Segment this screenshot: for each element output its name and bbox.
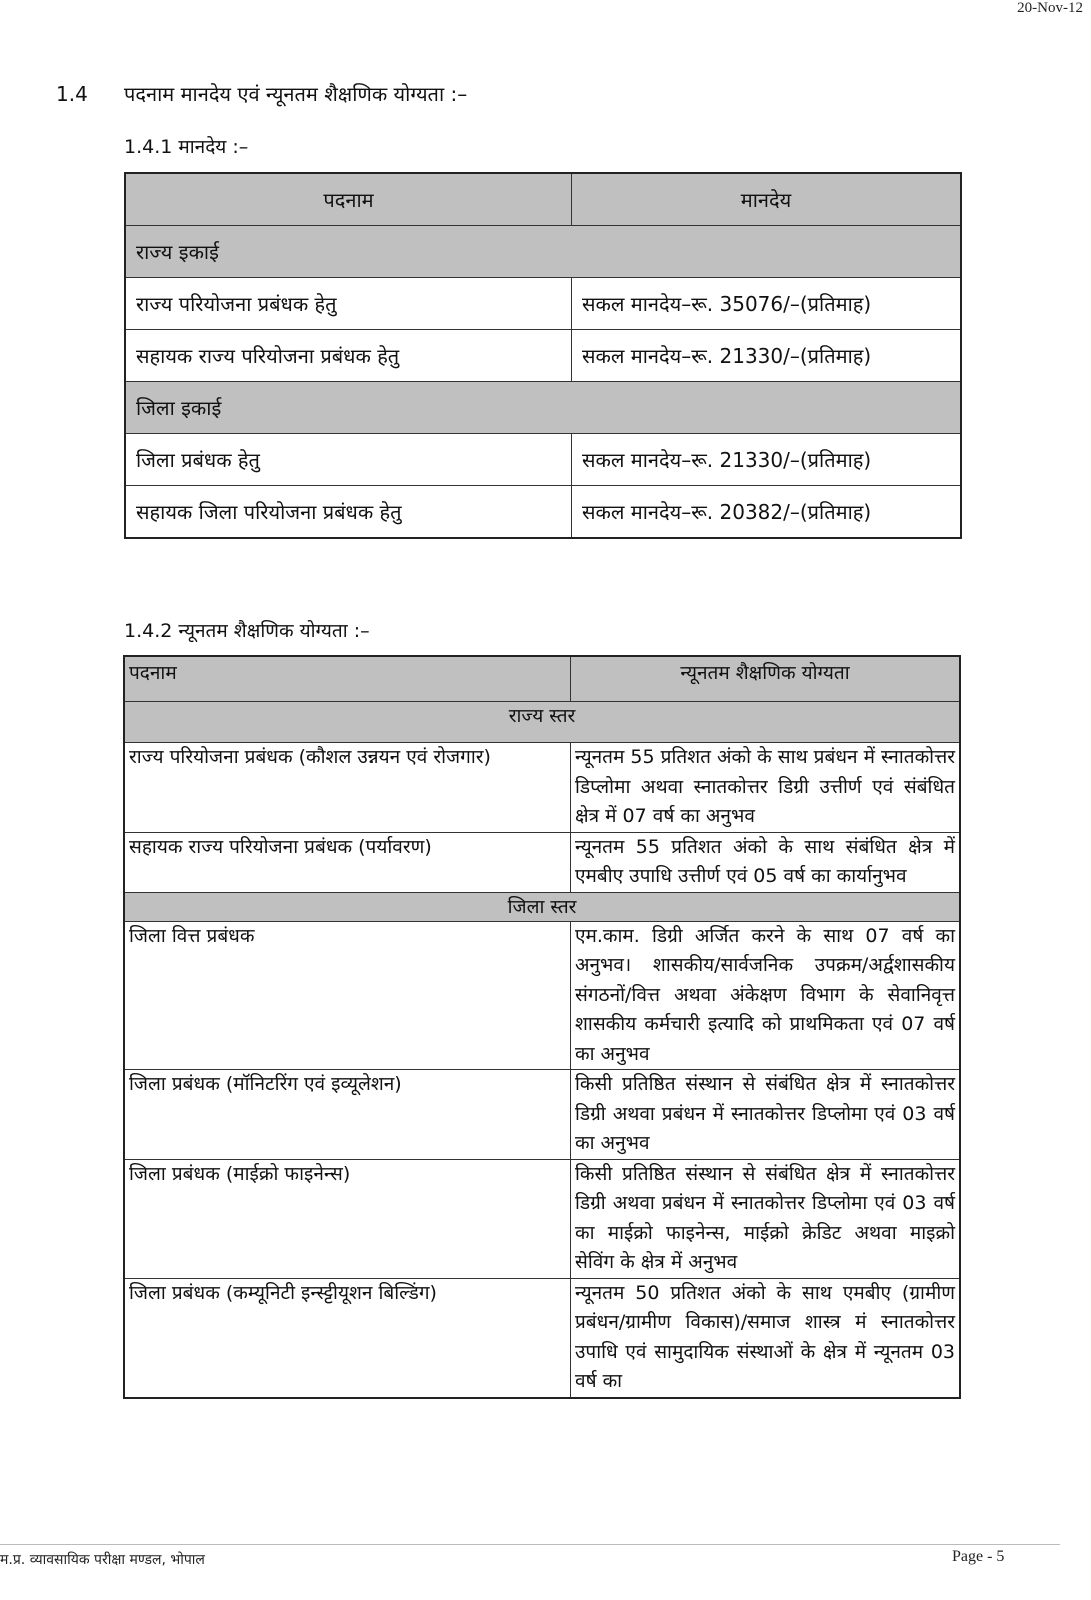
table-header-row — [125, 173, 961, 226]
group-row-state-level — [124, 702, 960, 743]
post-cell: राज्य परियोजना प्रबंधक (कौशल उन्नयन एवं रोजगार) — [124, 743, 571, 833]
post-cell: जिला प्रबंधक (कम्यूनिटी इन्स्ट्टीयूशन बिल्डिंग) — [124, 1278, 571, 1398]
qualification-subheading: 1.4.2 न्यूनतम शैक्षणिक योग्यता :– — [124, 620, 370, 642]
qualification-cell: न्यूनतम 55 प्रतिशत अंको के साथ प्रबंधन में स्नातकोत्तर डिप्लोमा अथवा स्नातकोत्तर डिग्री उत्तीर्ण एवं संबंधित क्षेत्र में 07 वर्ष का अनुभव — [571, 743, 961, 833]
post-cell: सहायक राज्य परियोजना प्रबंधक हेतु — [125, 330, 572, 382]
column-header-qualification: न्यूनतम शैक्षणिक योग्यता — [571, 656, 961, 702]
page-number: Page - 5 — [952, 1548, 1005, 1565]
group-row-district-unit — [125, 382, 961, 434]
honorarium-subheading: 1.4.1 मानदेय :– — [124, 136, 249, 158]
footer-divider — [0, 1544, 1060, 1545]
document-date: 20-Nov-12 — [1017, 0, 1083, 16]
qualification-cell: किसी प्रतिष्ठित संस्थान से संबंधित क्षेत्र में स्नातकोत्तर डिग्री अथवा प्रबंधन में स्नातकोत्तर डिप्लोमा एवं 03 वर्ष का अनुभव — [571, 1070, 961, 1160]
honorarium-cell: सकल मानदेय–रू. 35076/–(प्रतिमाह) — [572, 278, 962, 330]
qualification-cell: किसी प्रतिष्ठित संस्थान से संबंधित क्षेत्र में स्नातकोत्तर डिग्री अथवा प्रबंधन में स्नातकोत्तर डिप्लोमा एवं 03 वर्ष का माईक्रो फाइनेन्स, माईक्रो क्रेडिट अथवा माइक्रो सेविंग के क्षेत्र में अनुभव — [571, 1159, 961, 1278]
group-label: राज्य इकाई — [125, 226, 961, 278]
group-row-district-level — [124, 892, 960, 921]
post-cell: जिला प्रबंधक (माईक्रो फाइनेन्स) — [124, 1159, 571, 1278]
table-header-row — [124, 656, 960, 702]
post-cell: राज्य परियोजना प्रबंधक हेतु — [125, 278, 572, 330]
table-row — [124, 1159, 960, 1278]
table-row — [124, 1070, 960, 1160]
section-title: पदनाम मानदेय एवं न्यूनतम शैक्षणिक योग्यता :– — [124, 82, 468, 106]
table-row — [124, 1278, 960, 1398]
section-heading — [56, 80, 467, 107]
table-row — [124, 832, 960, 892]
honorarium-cell: सकल मानदेय–रू. 20382/–(प्रतिमाह) — [572, 486, 962, 539]
column-header-post: पदनाम — [125, 173, 572, 226]
qualification-cell: न्यूनतम 50 प्रतिशत अंको के साथ एमबीए (ग्रामीण प्रबंधन/ग्रामीण विकास)/समाज शास्त्र मं स्नातकोत्तर उपाधि एवं सामुदायिक संस्थाओं के क्षेत्र में न्यूनतम 03 वर्ष का — [571, 1278, 961, 1398]
honorarium-cell: सकल मानदेय–रू. 21330/–(प्रतिमाह) — [572, 330, 962, 382]
group-label: जिला स्तर — [124, 892, 960, 921]
section-number: 1.4 — [56, 82, 88, 106]
group-label: जिला इकाई — [125, 382, 961, 434]
group-label: राज्य स्तर — [124, 702, 960, 743]
post-cell: जिला प्रबंधक हेतु — [125, 434, 572, 486]
footer-organization: म.प्र. व्यावसायिक परीक्षा मण्डल, भोपाल — [0, 1552, 205, 1568]
qualification-table — [123, 655, 961, 1399]
qualification-cell: एम.काम. डिग्री अर्जित करने के साथ 07 वर्ष का अनुभव। शासकीय/सार्वजनिक उपक्रम/अर्द्वशासकीय संगठनों/वित्त अथवा अंकेक्षण विभाग के सेवानिवृत्त शासकीय कर्मचारी इत्यादि को प्राथमिकता एवं 07 वर्ष का अनुभव — [571, 921, 961, 1070]
honorarium-table — [124, 172, 962, 539]
table-row — [125, 330, 961, 382]
qualification-cell: न्यूनतम 55 प्रतिशत अंको के साथ संबंधित क्षेत्र में एमबीए उपाधि उत्तीर्ण एवं 05 वर्ष का कार्यानुभव — [571, 832, 961, 892]
post-cell: सहायक राज्य परियोजना प्रबंधक (पर्यावरण) — [124, 832, 571, 892]
column-header-honorarium: मानदेय — [572, 173, 962, 226]
honorarium-cell: सकल मानदेय–रू. 21330/–(प्रतिमाह) — [572, 434, 962, 486]
table-row — [125, 486, 961, 539]
post-cell: जिला वित्त प्रबंधक — [124, 921, 571, 1070]
group-row-state-unit — [125, 226, 961, 278]
post-cell: जिला प्रबंधक (मॉनिटरिंग एवं इव्यूलेशन) — [124, 1070, 571, 1160]
post-cell: सहायक जिला परियोजना प्रबंधक हेतु — [125, 486, 572, 539]
table-row — [124, 921, 960, 1070]
table-row — [125, 434, 961, 486]
table-row — [125, 278, 961, 330]
column-header-post: पदनाम — [124, 656, 571, 702]
table-row — [124, 743, 960, 833]
